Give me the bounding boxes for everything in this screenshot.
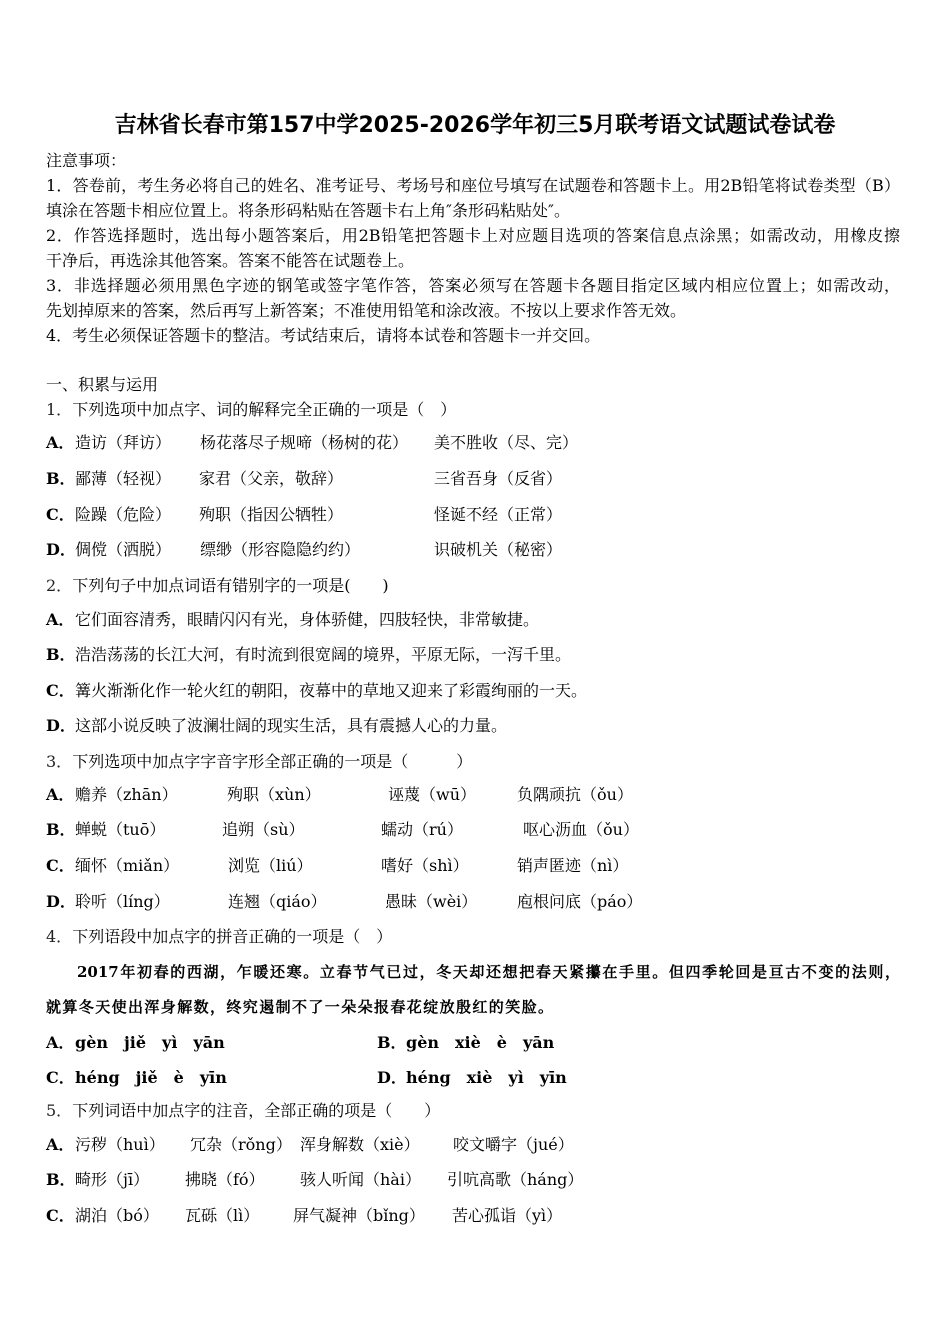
option-part: 倜傥（洒脱）: [75, 540, 172, 559]
option-part: 连翘（qiáo）: [228, 892, 327, 911]
q3-option-c: [0, 855, 950, 877]
option-part: 殉职（xùn）: [227, 785, 321, 804]
option-part: 险躁（危险）: [75, 505, 172, 524]
option-label: D．: [46, 716, 76, 735]
q1-option-c: [0, 504, 950, 526]
option-label: C．: [46, 1206, 75, 1225]
question-4-stem: [46, 926, 392, 948]
q3-option-d: [0, 891, 950, 913]
option-part: 赡养（zhān）: [75, 785, 178, 804]
option-label: D．: [377, 1068, 407, 1087]
question-text: 下列选项中加点字字音字形全部正确的一项是（ ）: [72, 752, 473, 771]
q5-option-a: [0, 1134, 950, 1156]
q3-option-b: [0, 819, 950, 841]
option-text: 篝火渐渐化作一轮火红的朝阳，夜幕中的草地又迎来了彩霞绚丽的一天。: [75, 681, 588, 700]
notice-item-1-line-1: 1．答卷前，考生务必将自己的姓名、准考证号、考场号和座位号填写在试题卷和答题卡上。用2B铅笔将试卷类型（B）: [46, 176, 900, 195]
q2-option-a: [0, 609, 950, 631]
option-label: B．: [46, 820, 76, 839]
q5-option-b: [0, 1169, 950, 1191]
option-label: A．: [46, 433, 75, 452]
notice-item-2-line-2: 干净后，再选涂其他答案。答案不能答在试题卷上。: [46, 251, 415, 270]
option-label: A．: [46, 785, 75, 804]
notice-item-4-line-1: 4．考生必须保证答题卡的整洁。考试结束后，请将本试卷和答题卡一并交回。: [46, 326, 601, 345]
question-number: 4．: [46, 927, 73, 946]
q4-passage-line-2: 就算冬天使出浑身解数，终究遏制不了一朵朵报春花绽放殷红的笑脸。: [46, 998, 555, 1016]
question-5-stem: [46, 1100, 440, 1122]
q1-option-a: [0, 432, 950, 454]
question-text: 下列词语中加点字的注音，全部正确的项是（ ）: [72, 1101, 441, 1120]
question-text: 下列选项中加点字、词的解释完全正确的一项是（ ）: [72, 400, 457, 419]
question-1-stem: [46, 399, 456, 421]
option-part: 杨花落尽子规啼（杨树的花）: [200, 433, 409, 452]
option-part: 屏气凝神（bǐng）: [293, 1206, 425, 1225]
option-label: C．: [46, 505, 75, 524]
option-part: 家君（父亲，敬辞）: [199, 469, 344, 488]
question-text: 下列语段中加点字的拼音正确的一项是（ ）: [72, 927, 393, 946]
option-part: 浏览（liú）: [228, 856, 313, 875]
option-text: 这部小说反映了波澜壮阔的现实生活，具有震撼人心的力量。: [75, 716, 508, 735]
q3-option-a: [0, 784, 950, 806]
option-part: 浑身解数（xiè）: [300, 1135, 420, 1154]
option-part: 缅怀（miǎn）: [75, 856, 180, 875]
option-text: héng jiě è yīn: [75, 1068, 227, 1087]
option-label: B．: [46, 469, 76, 488]
option-part: 苦心孤诣（yì）: [452, 1206, 563, 1225]
page-title: 吉林省长春市第157中学2025-2026学年初三5月联考语文试题试卷试卷: [114, 113, 836, 138]
option-part: 引吭高歌（háng）: [447, 1170, 584, 1189]
question-number: 5．: [46, 1101, 73, 1120]
option-part: 瓦砾（lì）: [185, 1206, 260, 1225]
option-part: 殉职（指因公牺牲）: [199, 505, 344, 524]
option-part: 缥缈（形容隐隐约约）: [200, 540, 361, 559]
option-part: 怪诞不经（正常）: [434, 505, 563, 524]
option-part: 骇人听闻（hài）: [300, 1170, 421, 1189]
option-text: gèn xiè è yān: [406, 1033, 555, 1052]
option-label: A．: [46, 610, 75, 629]
option-part: 诬蔑（wū）: [388, 785, 477, 804]
question-text: 下列句子中加点词语有错别字的一项是( ): [72, 576, 389, 595]
q4-options-row-1: [0, 1032, 950, 1054]
question-3-stem: [46, 751, 472, 773]
q2-option-b: [0, 644, 950, 666]
notice-item-1-line-2: 填涂在答题卡相应位置上。将条形码粘贴在答题卡右上角″条形码粘贴处″。: [46, 201, 570, 220]
q2-option-c: [0, 680, 950, 702]
section-heading: 一、积累与运用: [46, 375, 159, 394]
q4-options-row-2: [0, 1067, 950, 1089]
option-part: 畸形（jī）: [75, 1170, 150, 1189]
option-label: C．: [46, 1068, 75, 1087]
question-number: 3．: [46, 752, 73, 771]
option-part: 庖根问底（páo）: [517, 892, 643, 911]
option-part: 识破机关（秘密）: [434, 540, 563, 559]
option-label: B．: [377, 1033, 407, 1052]
option-label: A．: [46, 1135, 75, 1154]
q1-option-d: [0, 539, 950, 561]
question-number: 2．: [46, 576, 73, 595]
option-part: 追朔（sù）: [222, 820, 305, 839]
option-part: 拂晓（fó）: [185, 1170, 265, 1189]
q4-passage-line-1: 2017年初春的西湖，乍暖还寒。立春节气已过，冬天却还想把春天紧攥在手里。但四季轮回是亘古不变的法则，: [77, 963, 900, 981]
notice-heading: 注意事项：: [46, 151, 127, 170]
option-label: C．: [46, 856, 75, 875]
option-label: A．: [46, 1033, 75, 1052]
option-part: 造访（拜访）: [75, 433, 172, 452]
notice-item-3-line-2: 先划掉原来的答案，然后再写上新答案；不准使用铅笔和涂改液。不按以上要求作答无效。: [46, 301, 687, 320]
option-part: 销声匿迹（nì）: [517, 856, 629, 875]
option-part: 咬文嚼字（jué）: [453, 1135, 574, 1154]
option-text: 它们面容清秀，眼睛闪闪有光，身体骄健，四肢轻快，非常敏捷。: [75, 610, 540, 629]
option-part: 愚昧（wèi）: [385, 892, 478, 911]
notice-item-3-line-1: 3．非选择题必须用黑色字迹的钢笔或签字笔作答，答案必须写在答题卡各题目指定区域内相应位置上；如需改动，: [46, 276, 900, 295]
option-part: 三省吾身（反省）: [434, 469, 563, 488]
notice-item-2-line-1: 2．作答选择题时，选出每小题答案后，用2B铅笔把答题卡上对应题目选项的答案信息点涂黑；如需改动，用橡皮擦: [46, 226, 900, 245]
q1-option-b: [0, 468, 950, 490]
option-part: 湖泊（bó）: [75, 1206, 159, 1225]
option-part: 美不胜收（尽、完）: [434, 433, 579, 452]
option-text: 浩浩荡荡的长江大河，有时流到很宽阔的境界，平原无际，一泻千里。: [75, 645, 572, 664]
option-part: 鄙薄（轻视）: [75, 469, 172, 488]
option-part: 蠕动（rú）: [381, 820, 463, 839]
option-label: D．: [46, 892, 76, 911]
option-label: B．: [46, 645, 76, 664]
option-text: gèn jiě yì yān: [75, 1033, 225, 1052]
option-label: D．: [46, 540, 76, 559]
option-label: C．: [46, 681, 75, 700]
option-part: 呕心沥血（ǒu）: [523, 820, 639, 839]
option-part: 聆听（líng）: [75, 892, 170, 911]
option-part: 污秽（huì）: [75, 1135, 165, 1154]
question-number: 1．: [46, 400, 73, 419]
option-part: 蝉蜕（tuō）: [75, 820, 166, 839]
question-2-stem: [46, 575, 389, 597]
q5-option-c: [0, 1205, 950, 1227]
option-text: héng xiè yì yīn: [406, 1068, 567, 1087]
option-label: B．: [46, 1170, 76, 1189]
q2-option-d: [0, 715, 950, 737]
option-part: 嗜好（shì）: [381, 856, 469, 875]
option-part: 冗杂（rǒng）: [190, 1135, 292, 1154]
option-part: 负隅顽抗（ǒu）: [517, 785, 633, 804]
